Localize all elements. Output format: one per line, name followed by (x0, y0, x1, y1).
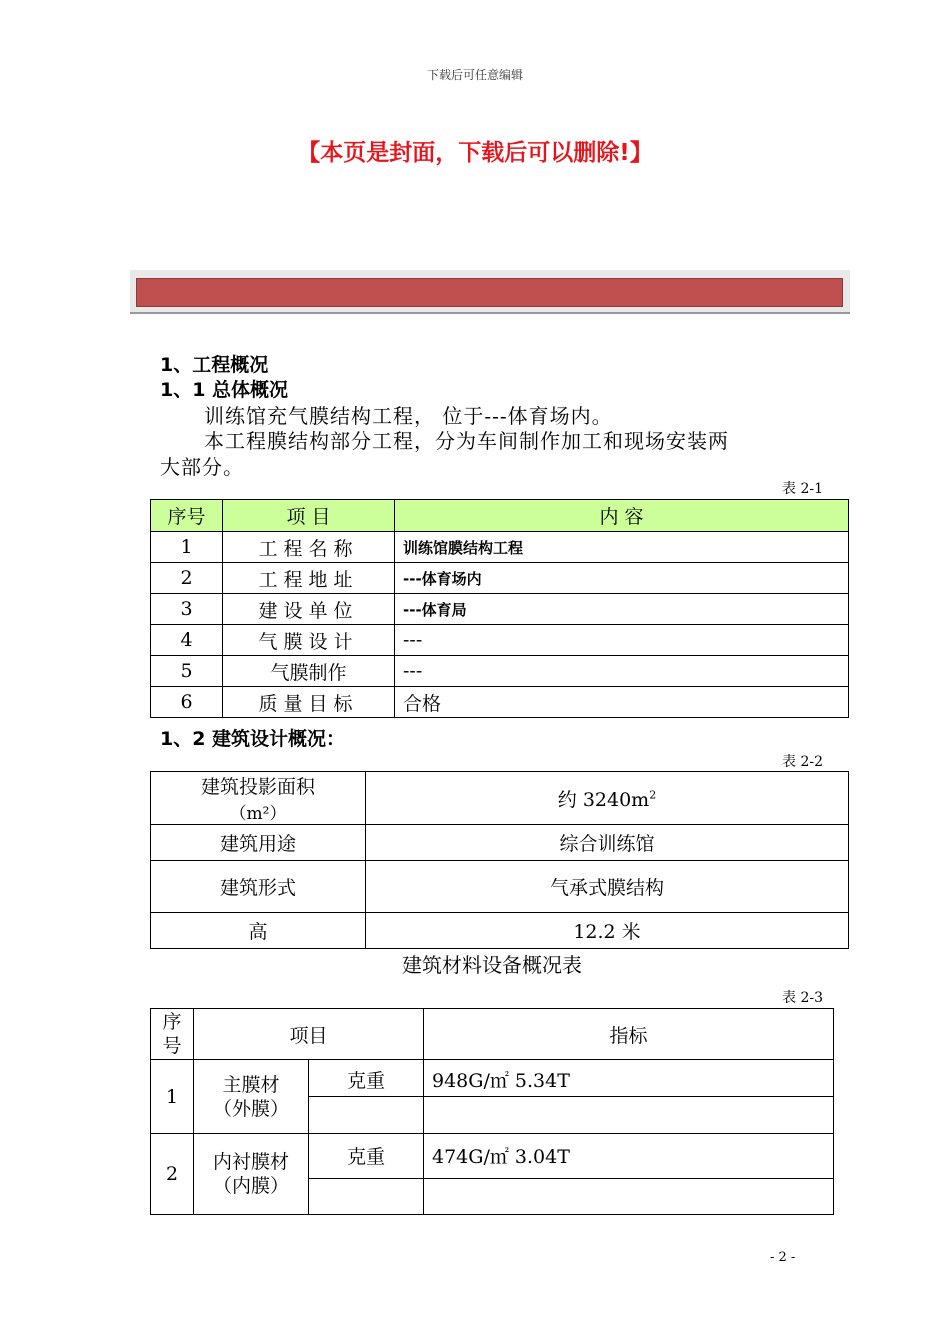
row-property-empty (309, 1179, 424, 1215)
table1-caption: 表 2-1 (782, 481, 823, 497)
row-property: 克重 (309, 1060, 424, 1097)
row-label: 高 (151, 913, 366, 949)
header-index: 指标 (424, 1009, 834, 1060)
table3-caption: 表 2-3 (782, 990, 823, 1006)
value-text: 约 3240m (557, 788, 650, 811)
project-info-table (150, 499, 849, 718)
row-no: 4 (151, 625, 223, 656)
table-row (151, 1060, 834, 1097)
name-line1: 内衬膜材 (212, 1151, 289, 1173)
row-content: --- (395, 625, 849, 656)
row-value (366, 772, 849, 825)
table-row (151, 772, 849, 825)
materials-table (150, 1008, 834, 1215)
row-value: 气承式膜结构 (366, 861, 849, 913)
row-item: 建设单位 (223, 594, 395, 625)
page-number: - 2 - (770, 1250, 796, 1265)
row-no: 6 (151, 687, 223, 718)
row-label (151, 772, 366, 825)
paragraph-location: 训练馆充气膜结构工程， 位于---体育场内。 (204, 404, 613, 428)
table-row (151, 563, 849, 594)
value-superscript: 2 (649, 788, 657, 802)
row-item: 工程名称 (223, 532, 395, 563)
row-no: 1 (151, 1060, 194, 1134)
row-content: ---体育局 (395, 594, 849, 625)
table-row (151, 656, 849, 687)
header-no: 序号 (151, 500, 223, 532)
table3-title: 建筑材料设备概况表 (402, 953, 582, 977)
subsection-title-design: 1、2 建筑设计概况： (160, 728, 346, 750)
row-content: --- (395, 656, 849, 687)
row-value-empty (424, 1097, 834, 1134)
row-label: 建筑形式 (151, 861, 366, 913)
row-value: 综合训练馆 (366, 825, 849, 861)
row-property-empty (309, 1097, 424, 1134)
table-header-row (151, 1009, 834, 1060)
header-note: 下载后可任意编辑 (426, 68, 523, 82)
row-item: 质量目标 (223, 687, 395, 718)
table-row (151, 687, 849, 718)
row-value: 474G/㎡ 3.04T (424, 1134, 834, 1179)
title-band (136, 278, 843, 307)
table-row (151, 825, 849, 861)
row-no: 1 (151, 532, 223, 563)
label-line2: （m²） (229, 804, 287, 824)
table-row (151, 532, 849, 563)
name-line1: 主膜材 (222, 1073, 280, 1096)
row-content: 合格 (395, 687, 849, 718)
row-item: 工程地址 (223, 563, 395, 594)
paragraph-scope-line2: 大部分。 (160, 455, 244, 479)
subsection-title-overview: 1、1 总体概况 (160, 379, 289, 401)
table-row (151, 1134, 834, 1179)
row-label: 建筑用途 (151, 825, 366, 861)
section-title: 1、工程概况 (160, 354, 269, 376)
table-row (151, 861, 849, 913)
row-item: 气膜设计 (223, 625, 395, 656)
row-name (194, 1060, 309, 1134)
table2-caption: 表 2-2 (782, 754, 823, 770)
header-no (151, 1009, 194, 1060)
row-value: 948G/㎡ 5.34T (424, 1060, 834, 1097)
paragraph-scope-line1: 本工程膜结构部分工程，分为车间制作加工和现场安装两 (204, 429, 729, 453)
name-line2: （外膜） (212, 1097, 289, 1120)
building-design-table (150, 771, 849, 949)
row-item: 气膜制作 (223, 656, 395, 687)
row-no: 5 (151, 656, 223, 687)
row-no: 2 (151, 563, 223, 594)
header-no-line2: 号 (162, 1035, 182, 1057)
table-header-row (151, 500, 849, 532)
row-name (194, 1134, 309, 1215)
row-content: 训练馆膜结构工程 (395, 532, 849, 563)
row-property: 克重 (309, 1134, 424, 1179)
header-item: 项 目 (223, 500, 395, 532)
row-no: 2 (151, 1134, 194, 1215)
header-content: 内 容 (395, 500, 849, 532)
cover-note: 【本页是封面，下载后可以删除!】 (297, 140, 653, 166)
row-content: ---体育场内 (395, 563, 849, 594)
label-line1: 建筑投影面积 (200, 776, 315, 798)
header-no-line1: 序 (162, 1011, 182, 1033)
table-row (151, 625, 849, 656)
table-row (151, 913, 849, 949)
row-value: 12.2 米 (366, 913, 849, 949)
header-item: 项目 (194, 1009, 424, 1060)
row-no: 3 (151, 594, 223, 625)
row-value-empty (424, 1179, 834, 1215)
name-line2: （内膜） (212, 1175, 289, 1197)
table-row (151, 594, 849, 625)
